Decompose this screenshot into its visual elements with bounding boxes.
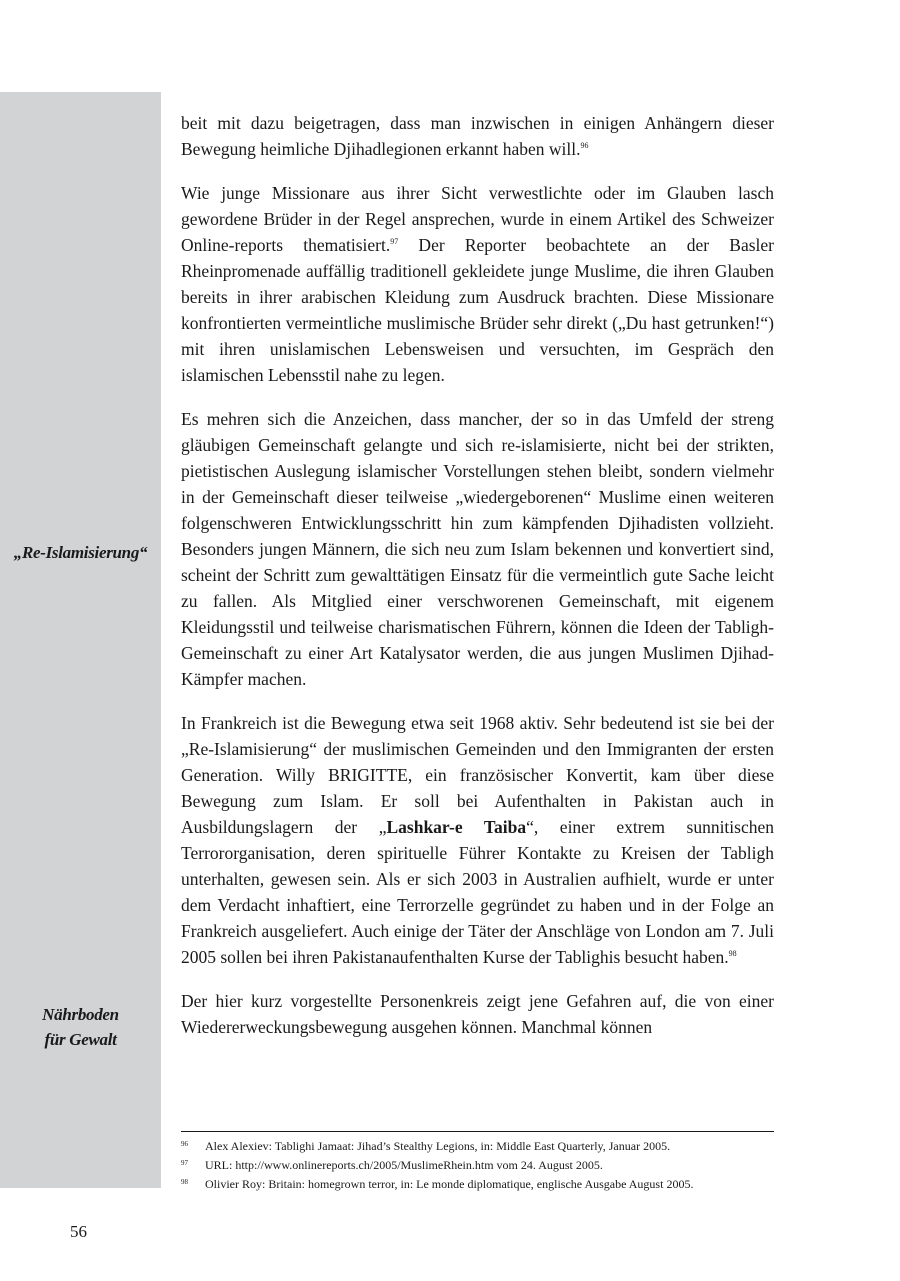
paragraph-2-text-a: Wie junge Missionare aus ihrer Sicht verwestlichte oder im Glauben lasch gewordene Brüder in der Regel ansprechen, wurde in einem Artikel des Schweizer Online-reports thematisiert. — [181, 183, 774, 255]
main-text-column — [181, 110, 774, 1040]
margin-note-naehrboden-line2: für Gewalt — [44, 1030, 117, 1049]
footnote-number: 97 — [181, 1159, 188, 1167]
footnote-number: 98 — [181, 1178, 188, 1186]
paragraph-5-text: Der hier kurz vorgestellte Personenkreis zeigt jene Gefahren auf, die von einer Wiedererweckungsbewegung ausgehen können. Manchmal können — [181, 991, 774, 1037]
footnote-text: Alex Alexiev: Tablighi Jamaat: Jihad’s Stealthy Legions, in: Middle East Quarterly, Januar 2005. — [205, 1139, 671, 1153]
margin-note-reislamisierung — [0, 540, 161, 565]
footnote-98 — [181, 1176, 774, 1195]
footnote-ref-98: 98 — [728, 949, 737, 959]
paragraph-3 — [181, 406, 774, 692]
footnote-number: 96 — [181, 1140, 188, 1148]
paragraph-4-text-a: In Frankreich ist die Bewegung etwa seit 1968 aktiv. Sehr bedeutend ist sie bei der „Re-Islamisierung“ der muslimischen Gemeinden und den Immigranten der ersten Generation. Willy BRIGITTE, ein französischer Konvertit, kam über diese Bewegung zum Islam. Er soll bei Aufenthalten in Pakistan auch in Ausbildungslagern der „ — [181, 713, 774, 837]
paragraph-1 — [181, 110, 774, 162]
margin-note-reislamisierung-text: „Re-Islamisierung“ — [13, 543, 148, 562]
footnote-ref-97: 97 — [390, 237, 399, 247]
paragraph-4-text-b: “, einer extrem sunnitischen Terrororganisation, deren spirituelle Führer Kontakte zu Kreisen der Tabligh unterhalten, gewesen sein. Als er sich 2003 in Australien aufhielt, wurde er unter dem Verdacht inhaftiert, eine Terrorzelle gegründet zu haben und in der Folge an Frankreich ausgeliefert. Auch einige der Täter der Anschläge von London am 7. Juli 2005 sollen bei ihren Pakistanaufenthalten Kurse der Tablighis besucht haben. — [181, 817, 774, 967]
footnote-text: URL: http://www.onlinereports.ch/2005/MuslimeRhein.htm vom 24. August 2005. — [205, 1158, 603, 1172]
page-number: 56 — [70, 1222, 87, 1241]
footnote-text: Olivier Roy: Britain: homegrown terror, in: Le monde diplomatique, englische Ausgabe August 2005. — [205, 1177, 694, 1191]
paragraph-4 — [181, 710, 774, 970]
margin-note-naehrboden — [0, 1002, 161, 1052]
footnote-97 — [181, 1157, 774, 1176]
margin-note-naehrboden-line1: Nährboden — [42, 1005, 119, 1024]
paragraph-2-text-b: Der Reporter beobachtete an der Basler Rheinpromenade auffällig traditionell gekleidete junge Muslime, die ihren Glauben bereits in ihrer arabischen Kleidung zum Ausdruck brachten. Diese Missionare konfrontierten vermeintliche muslimische Brüder sehr direkt („Du hast getrunken!“) mit ihren unislamischen Lebensweisen und versuchten, im Gespräch den islamischen Lebensstil nahe zu legen. — [181, 235, 774, 385]
lashkar-e-taiba-highlight: Lashkar-e Taiba — [386, 817, 527, 837]
footnotes — [181, 1138, 774, 1195]
margin-sidebar — [0, 92, 161, 1188]
paragraph-3-text: Es mehren sich die Anzeichen, dass mancher, der so in das Umfeld der streng gläubigen Gemeinschaft gelangte und sich re-islamisierte, nicht bei der strikten, pietistischen Auslegung islamischer Vorstellungen stehen bleibt, sondern vielmehr in der Gemeinschaft dieser teilweise „wiedergeborenen“ Muslime einen weiteren folgenschweren Entwicklungsschritt hin zum kämpfenden Djihadisten vollzieht. Besonders jungen Männern, die sich neu zum Islam bekennen und konvertiert sind, scheint der Schritt zum gewalttätigen Einsatz für die vermeintlich gute Sache leicht zu fallen. Als Mitglied einer verschworenen Gemeinschaft, mit eigenem Kleidungsstil und teilweise charismatischen Führern, können die Ideen der Tabligh-Gemeinschaft zu einer Art Katalysator werden, die aus jungen Muslimen Djihad-Kämpfer machen. — [181, 409, 774, 689]
footnote-ref-96: 96 — [580, 141, 589, 151]
paragraph-5 — [181, 988, 774, 1040]
footnote-96 — [181, 1138, 774, 1157]
footnote-divider — [181, 1131, 774, 1132]
paragraph-1-text: beit mit dazu beigetragen, dass man inzwischen in einigen Anhängern dieser Bewegung heimliche Djihadlegionen erkannt haben will. — [181, 113, 774, 159]
paragraph-2 — [181, 180, 774, 388]
